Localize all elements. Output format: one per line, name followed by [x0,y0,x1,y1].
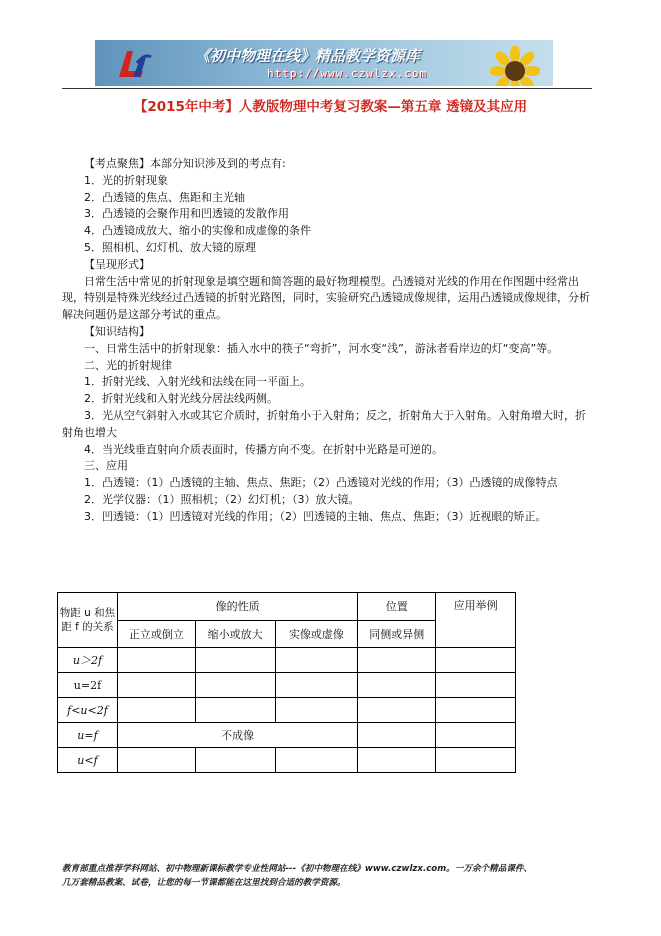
table-cell [436,673,516,698]
page-footer [62,862,602,890]
table-row [58,748,516,773]
list-item: 3．凸透镜的会聚作用和凹透镜的发散作用 [84,207,289,221]
list-item: 2．光学仪器：（1）照相机；（2）幻灯机；（3）放大镜。 [84,492,360,506]
list-item: 1．凸透镜：（1）凸透镜的主轴、焦点、焦距；（2）凸透镜对光线的作用；（3）凸透镜的成像特点 [84,476,558,490]
table-cell [358,698,436,723]
header-banner [95,40,553,86]
table-cell [117,673,195,698]
section-heading-focus: 【考点聚焦】本部分知识涉及到的考点有: [84,157,286,170]
site-logo-icon [113,43,153,83]
header-divider [62,88,592,89]
table-row [58,648,516,673]
page-title: 【2015年中考】人教版物理中考复习教案—第五章 透镜及其应用 [133,99,528,115]
footer-line: 几万套精品教案、试卷，让您的每一节课都能在这里找到合适的教学资源。 [62,878,346,888]
section-heading-structure: 【知识结构】 [84,324,150,338]
header-distance-relation: 物距 u 和焦距 f 的关系 [58,593,118,648]
list-item: 2．折射光线和入射光线分居法线两侧。 [84,392,278,406]
table-cell [358,723,436,748]
lens-imaging-table [57,592,516,773]
subheading-applications: 三、应用 [84,459,128,473]
table-cell [195,748,275,773]
footer-line: 教育部重点推荐学科网站、初中物理新课标教学专业性网站---《初中物理在线》www.czwlzx.com。一万余个精品课件、 [62,864,533,874]
table-cell [117,648,195,673]
subheader-side: 同侧或异侧 [358,620,436,648]
table-cell [436,698,516,723]
table-cell [275,748,358,773]
table-cell [436,723,516,748]
subheader-real-virtual: 实像或虚像 [275,620,358,648]
paragraph-refraction-phenomena: 一、日常生活中的折射现象：插入水中的筷子“弯折”，河水变“浅”，游泳者看岸边的灯“变高”等。 [84,341,559,355]
table-row [58,723,516,748]
list-item: 3．凹透镜：（1）凹透镜对光线的作用；（2）凹透镜的主轴、焦点、焦距；（3）近视眼的矫正。 [84,509,547,523]
list-item: 2．凸透镜的焦点、焦距和主光轴 [84,190,245,204]
banner-title: 《初中物理在线》精品教学资源库 [195,47,421,65]
table-cell [117,698,195,723]
section-heading-form: 【呈现形式】 [84,257,150,271]
paragraph-form: 日常生活中常见的折射现象是填空题和简答题的最好物理模型。凸透镜对光线的作用在作图题中经常出现，特别是特殊光线经过凸透镜的折射光路图，同时，实验研究凸透镜成像规律，运用凸透镜成像规律，分析解决问题仍是这部分考试的重点。 [62,274,590,322]
header-application: 应用举例 [436,593,516,648]
list-item: 4．凸透镜成放大、缩小的实像和成虚像的条件 [84,224,311,238]
table-cell [117,748,195,773]
list-item: 5．照相机、幻灯机、放大镜的原理 [84,240,256,254]
table-cell [275,698,358,723]
header-image-properties: 像的性质 [117,593,357,621]
banner-url: http://www.czwlzx.com [267,67,428,80]
table-cell [195,673,275,698]
table-cell [195,698,275,723]
subheading-refraction-laws: 二、光的折射规律 [84,358,172,372]
table-cell [436,648,516,673]
subheader-upright: 正立或倒立 [117,620,195,648]
condition-cell: f<u<2f [58,698,118,723]
list-item: 1．光的折射现象 [84,173,168,187]
table-cell [358,748,436,773]
condition-cell: u＞2f [58,648,118,673]
list-item: 1．折射光线、入射光线和法线在同一平面上。 [84,375,311,389]
table-cell [358,648,436,673]
table-cell [436,748,516,773]
condition-cell: u=f [58,723,118,748]
document-body [62,156,590,526]
no-image-cell: 不成像 [117,723,357,748]
list-item: 4．当光线垂直射向介质表面时，传播方向不变。在折射中光路是可逆的。 [84,442,443,456]
table-cell [275,673,358,698]
table-cell [358,673,436,698]
condition-cell: u=2f [58,673,118,698]
subheader-size: 缩小或放大 [195,620,275,648]
table-header-row [58,593,516,621]
list-item: 3．光从空气斜射入水或其它介质时，折射角小于入射角；反之，折射角大于入射角。入射角增大时，折射角也增大 [62,408,586,439]
sunflower-icon [490,46,540,86]
header-position: 位置 [358,593,436,621]
condition-cell: u<f [58,748,118,773]
table-row [58,673,516,698]
table-row [58,698,516,723]
table-cell [275,648,358,673]
table-cell [195,648,275,673]
